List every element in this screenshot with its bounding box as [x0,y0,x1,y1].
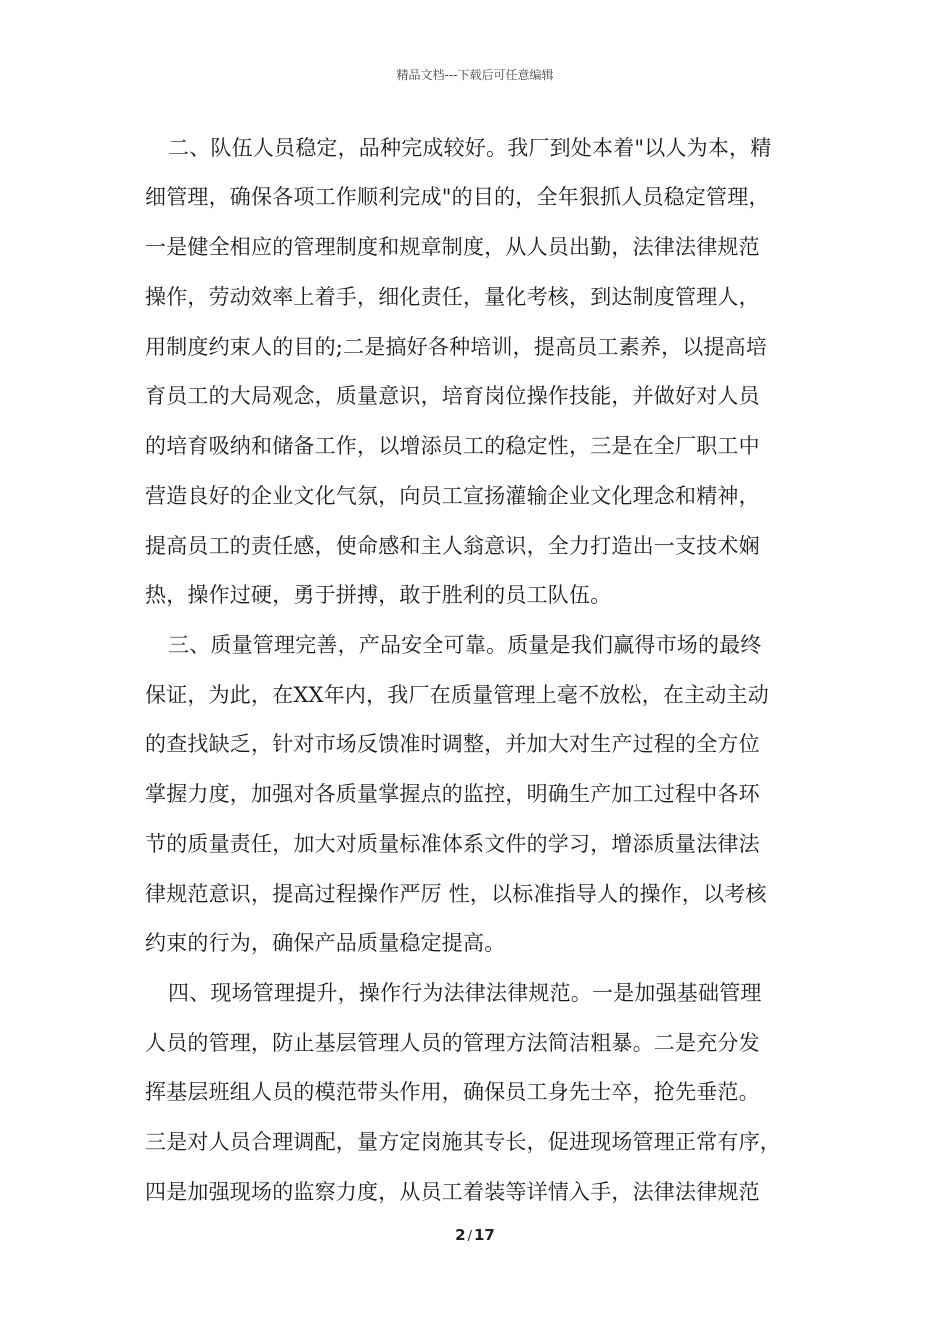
body-line: 细管理，确保各项工作顺利完成"的目的，全年狠抓人员稳定管理， [145,185,770,209]
body-line: 营造良好的企业文化气氛，向员工宣扬灌输企业文化理念和精神， [145,484,760,508]
body-line: 挥基层班组人员的模范带头作用，确保员工身先士卒，抢先垂范。 [145,1080,760,1104]
body-line: 一是健全相应的管理制度和规章制度，从人员出勤，法律法律规范 [145,235,760,259]
body-line: 三、质量管理完善，产品安全可靠。质量是我们赢得市场的最终 [168,633,762,657]
body-line: 提高员工的责任感，使命感和主人翁意识，全力打造出一支技术娴 [145,534,760,558]
body-line: 的查找缺乏，针对市场反馈准时调整，并加大对生产过程的全方位 [145,732,760,756]
body-line: 约束的行为，确保产品质量稳定提高。 [145,931,506,955]
body-line: 育员工的大局观念，质量意识，培育岗位操作技能，并做好对人员 [145,384,760,408]
body-line: 三是对人员合理调配，量方定岗施其专长，促进现场管理正常有序， [145,1130,781,1154]
body-line: 四是加强现场的监察力度，从员工着装等详情入手，法律法律规范 [145,1180,760,1204]
body-line: 律规范意识，提高过程操作严厉 性，以标准指导人的操作，以考核 [145,882,767,906]
body-line: 的培育吸纳和储备工作，以增添员工的稳定性，三是在全厂职工中 [145,434,760,458]
page-separator: / [467,1229,472,1244]
body-line: 热，操作过硬，勇于拼搏，敢于胜利的员工队伍。 [145,583,612,607]
body-line: 保证，为此，在XX年内，我厂在质量管理上毫不放松，在主动主动 [145,683,769,707]
page-header: 精品文档---下载后可任意编辑 [396,68,554,82]
body-line: 四、现场管理提升，操作行为法律法律规范。一是加强基础管理 [168,981,762,1005]
body-line: 用制度约束人的目的;二是搞好各种培训，提高员工素养，以提高培 [145,335,768,359]
total-pages-number: 17 [473,1226,495,1244]
current-page-number: 2 [455,1226,466,1244]
body-line: 节的质量责任，加大对质量标准体系文件的学习，增添质量法律法 [145,832,760,856]
body-line: 二、队伍人员稳定，品种完成较好。我厂到处本着"以人为本，精 [168,136,772,160]
body-line: 人员的管理，防止基层管理人员的管理方法简洁粗暴。二是充分发 [145,1031,760,1055]
page-number [0,1226,950,1244]
body-line: 掌握力度，加强对各质量掌握点的监控，明确生产加工过程中各环 [145,782,760,806]
body-line: 操作，劳动效率上着手，细化责任，量化考核，到达制度管理人， [145,285,760,309]
